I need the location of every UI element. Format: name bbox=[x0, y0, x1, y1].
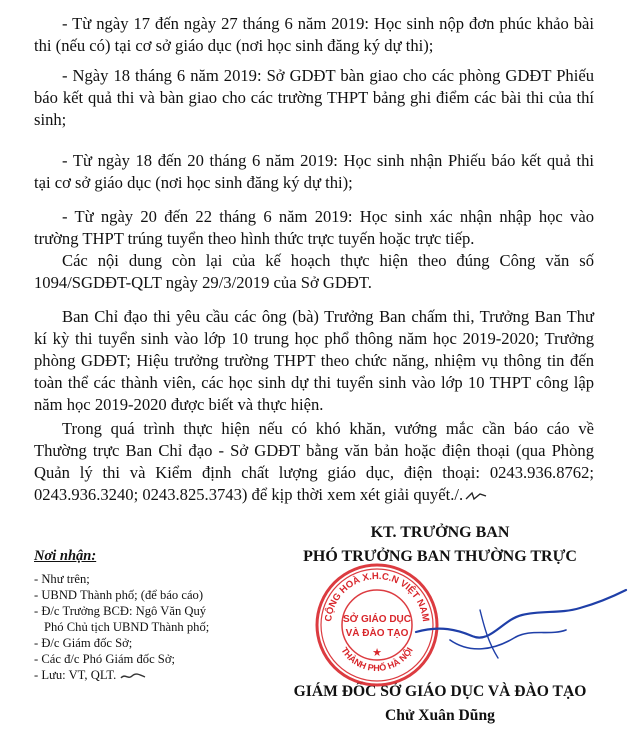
recipients-title: Nơi nhận: bbox=[34, 548, 97, 564]
stamp-ring-text: CỘNG HOÀ X.H.C.N VIỆT NAM bbox=[323, 570, 431, 623]
text-line: toàn thể các thành viên, các học sinh dự thi tuyển sinh vào lớp 10 THPT công lập bbox=[34, 373, 594, 392]
recipient-item-text: - Lưu: VT, QLT. bbox=[34, 668, 117, 682]
signer-position: GIÁM ĐỐC SỞ GIÁO DỤC VÀ ĐÀO TẠO bbox=[293, 683, 587, 700]
text-line: kí kỳ thi tuyển sinh vào lớp 10 trung học phổ thông năm học 2019-2020; Trưởng bbox=[34, 329, 594, 348]
text-line: phòng GDĐT; Hiệu trưởng trường THPT theo chức năng, nhiệm vụ thông tin đến bbox=[34, 351, 594, 370]
recipient-item: - UBND Thành phố; (để báo cáo) bbox=[34, 588, 204, 602]
stamp-center-line2: VÀ ĐÀO TẠO bbox=[345, 628, 409, 639]
recipient-item: - Các đ/c Phó Giám đốc Sở; bbox=[34, 652, 175, 666]
text-line-content: 0243.936.3240; 0243.825.3743) để kịp thời xem xét giải quyết./. bbox=[34, 485, 464, 504]
paragraph-handover bbox=[34, 65, 594, 131]
text-line: - Từ ngày 17 đến ngày 27 tháng 6 năm 2019: Học sinh nộp đơn phúc khảo bài bbox=[62, 14, 594, 33]
text-line bbox=[34, 484, 594, 506]
text-line: - Từ ngày 18 đến 20 tháng 6 năm 2019: Học sinh nhận Phiếu báo kết quả thi bbox=[62, 151, 594, 170]
recipient-item: - Như trên; bbox=[34, 572, 90, 586]
text-line: sinh; bbox=[34, 110, 67, 129]
text-line: Ban Chỉ đạo thi yêu cầu các ông (bà) Trưởng Ban chấm thi, Trưởng Ban Thư bbox=[62, 307, 594, 326]
text-line: tại cơ sở giáo dục (nơi học sinh đăng ký dự thi); bbox=[34, 173, 353, 192]
paragraph-enrollment bbox=[34, 206, 594, 250]
stamp-bottom-text: THÀNH PHỐ HÀ NỘI bbox=[339, 645, 415, 674]
handwritten-signature bbox=[410, 570, 630, 680]
signature-title-line1: KT. TRƯỞNG BAN bbox=[370, 524, 510, 541]
paragraph-directive bbox=[34, 306, 594, 416]
text-line: Trong quá trình thực hiện nếu có khó khăn, vướng mắc cần báo cáo về bbox=[62, 419, 594, 438]
recipient-item bbox=[34, 667, 284, 683]
text-line: - Từ ngày 20 đến 22 tháng 6 năm 2019: Học sinh xác nhận nhập học vào bbox=[62, 207, 594, 226]
signer-name: Chử Xuân Dũng bbox=[385, 707, 495, 724]
recipient-item: - Đ/c Trưởng BCĐ: Ngô Văn Quý bbox=[34, 604, 207, 618]
paragraph-remaining-content bbox=[34, 250, 594, 294]
stamp-star-icon: ★ bbox=[372, 646, 382, 659]
signature-title-line2: PHÓ TRƯỞNG BAN THƯỜNG TRỰC bbox=[303, 548, 577, 565]
text-line: trường THPT trúng tuyển theo hình thức trực tuyến hoặc trực tiếp. bbox=[34, 229, 475, 248]
stamp-center-line1: SỞ GIÁO DỤC bbox=[343, 614, 411, 625]
text-line: - Ngày 18 tháng 6 năm 2019: Sở GDĐT bàn giao cho các phòng GDĐT Phiếu bbox=[62, 66, 594, 85]
initial-mark-icon bbox=[120, 671, 146, 681]
text-line: năm học 2019-2020 được biết và thực hiện. bbox=[34, 395, 324, 414]
text-line: 1094/SGDĐT-QLT ngày 29/3/2019 của Sở GDĐT. bbox=[34, 273, 372, 292]
recipient-item: - Đ/c Giám đốc Sở; bbox=[34, 636, 133, 650]
text-line: thi (nếu có) tại cơ sở giáo dục (nơi học sinh đăng ký dự thi); bbox=[34, 36, 434, 55]
recipients-block bbox=[34, 548, 284, 683]
text-line: Các nội dung còn lại của kế hoạch thực hiện theo đúng Công văn số bbox=[62, 251, 594, 270]
paragraph-appeal-period bbox=[34, 13, 594, 57]
paragraph-result-slip bbox=[34, 150, 594, 194]
text-line: Quản lý thi và Kiểm định chất lượng giáo dục, điện thoại: 0243.936.8762; bbox=[34, 463, 594, 482]
paragraph-contact bbox=[34, 418, 594, 506]
recipient-item: Phó Chủ tịch UBND Thành phố; bbox=[44, 620, 210, 634]
text-line: báo kết quả thi và bàn giao cho các trường THPT bảng ghi điểm các bài thi của thí bbox=[34, 88, 594, 107]
text-line: Thường trực Ban Chỉ đạo - Sở GDĐT bằng văn bản hoặc điện thoại (qua Phòng bbox=[34, 441, 594, 460]
end-mark-icon bbox=[465, 491, 487, 501]
